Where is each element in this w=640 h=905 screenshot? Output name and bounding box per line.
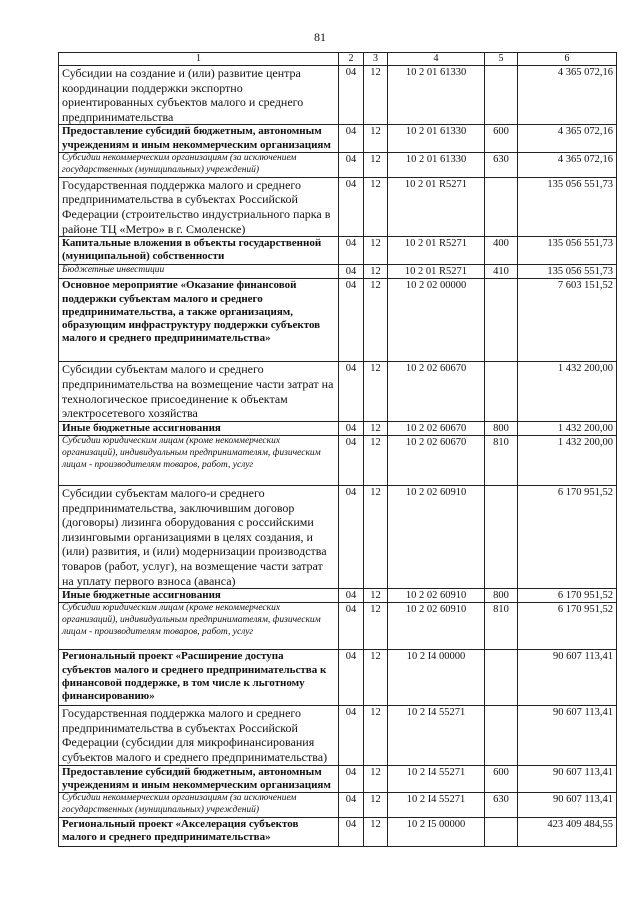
row-name-cell: Субсидии юридическим лицам (кроме некоммерческих организаций), индивидуальным предпринимателям, физическим лицам - производителям товаров, работ, услуг — [59, 603, 339, 650]
subsection-code-cell: 12 — [364, 589, 388, 603]
expense-type-cell: 810 — [485, 435, 518, 485]
section-code-cell: 04 — [339, 362, 364, 421]
table-row — [59, 603, 617, 650]
section-code-cell: 04 — [339, 818, 364, 847]
header-col-5: 5 — [485, 53, 518, 66]
table-header-row — [59, 53, 617, 66]
subsection-code-cell: 12 — [364, 152, 388, 177]
table-row — [59, 485, 617, 588]
expense-type-cell: 400 — [485, 237, 518, 265]
target-article-cell: 10 2 02 60910 — [388, 589, 485, 603]
row-name-cell: Региональный проект «Акселерация субъектов малого и среднего предпринимательства» — [59, 818, 339, 847]
section-code-cell: 04 — [339, 279, 364, 362]
table-row — [59, 706, 617, 765]
section-code-cell: 04 — [339, 793, 364, 818]
expense-type-cell: 630 — [485, 793, 518, 818]
table-row — [59, 265, 617, 279]
target-article-cell: 10 2 I4 55271 — [388, 765, 485, 792]
row-name-cell: Основное мероприятие «Оказание финансовой поддержки субъектам малого и среднего предпринимательства, а также организациям, образующим инфраструктуру поддержки субъектов малого и среднего предпринимательства» — [59, 279, 339, 362]
header-col-6: 6 — [518, 53, 617, 66]
row-name-cell: Субсидии юридическим лицам (кроме некоммерческих организаций), индивидуальным предпринимателям, физическим лицам - производителям товаров, работ, услуг — [59, 435, 339, 485]
table-row — [59, 152, 617, 177]
target-article-cell: 10 2 02 60910 — [388, 603, 485, 650]
section-code-cell: 04 — [339, 237, 364, 265]
subsection-code-cell: 12 — [364, 818, 388, 847]
amount-cell: 135 056 551,73 — [518, 177, 617, 236]
table-row — [59, 435, 617, 485]
amount-cell: 90 607 113,41 — [518, 650, 617, 706]
subsection-code-cell: 12 — [364, 485, 388, 588]
expense-type-cell — [485, 362, 518, 421]
row-name-cell: Субсидии некоммерческим организациям (за исключением государственных (муниципальных) учреждений) — [59, 793, 339, 818]
amount-cell: 135 056 551,73 — [518, 237, 617, 265]
row-name-cell: Иные бюджетные ассигнования — [59, 421, 339, 435]
subsection-code-cell: 12 — [364, 279, 388, 362]
target-article-cell: 10 2 02 60670 — [388, 362, 485, 421]
header-col-1: 1 — [59, 53, 339, 66]
subsection-code-cell: 12 — [364, 765, 388, 792]
row-name-cell: Региональный проект «Расширение доступа субъектов малого и среднего предпринимательства к финансовой поддержке, в том числе к льготному финансированию» — [59, 650, 339, 706]
row-name-cell: Капитальные вложения в объекты государственной (муниципальной) собственности — [59, 237, 339, 265]
expense-type-cell: 800 — [485, 589, 518, 603]
page-number: 81 — [314, 30, 326, 44]
row-name-cell: Государственная поддержка малого и среднего предпринимательства в субъектах Российской Федерации (строительство индустриального парка в районе ТЦ «Метро» в г. Смоленске) — [59, 177, 339, 236]
amount-cell: 7 603 151,52 — [518, 279, 617, 362]
expense-type-cell: 600 — [485, 765, 518, 792]
target-article-cell: 10 2 01 R5271 — [388, 265, 485, 279]
target-article-cell: 10 2 02 00000 — [388, 279, 485, 362]
target-article-cell: 10 2 01 61330 — [388, 152, 485, 177]
subsection-code-cell: 12 — [364, 237, 388, 265]
expense-type-cell: 630 — [485, 152, 518, 177]
subsection-code-cell: 12 — [364, 265, 388, 279]
table-row — [59, 793, 617, 818]
table-row — [59, 765, 617, 792]
header-col-3: 3 — [364, 53, 388, 66]
section-code-cell: 04 — [339, 421, 364, 435]
amount-cell: 90 607 113,41 — [518, 765, 617, 792]
expense-type-cell — [485, 706, 518, 765]
section-code-cell: 04 — [339, 435, 364, 485]
target-article-cell: 10 2 01 R5271 — [388, 237, 485, 265]
row-name-cell: Иные бюджетные ассигнования — [59, 589, 339, 603]
amount-cell: 1 432 200,00 — [518, 435, 617, 485]
subsection-code-cell: 12 — [364, 177, 388, 236]
table-row — [59, 589, 617, 603]
target-article-cell: 10 2 I5 00000 — [388, 818, 485, 847]
row-name-cell: Государственная поддержка малого и среднего предпринимательства в субъектах Российской Федерации (субсидии для микрофинансирования субъектов малого и среднего предпринимательства) — [59, 706, 339, 765]
row-name-cell: Субсидии некоммерческим организациям (за исключением государственных (муниципальных) учреждений) — [59, 152, 339, 177]
table-row — [59, 650, 617, 706]
amount-cell: 90 607 113,41 — [518, 793, 617, 818]
budget-table — [58, 52, 617, 847]
expense-type-cell: 800 — [485, 421, 518, 435]
subsection-code-cell: 12 — [364, 650, 388, 706]
target-article-cell: 10 2 02 60670 — [388, 435, 485, 485]
amount-cell: 6 170 951,52 — [518, 485, 617, 588]
subsection-code-cell: 12 — [364, 706, 388, 765]
amount-cell: 6 170 951,52 — [518, 603, 617, 650]
table-row — [59, 421, 617, 435]
expense-type-cell — [485, 650, 518, 706]
row-name-cell: Субсидии на создание и (или) развитие центра координации поддержки экспортно ориентированных субъектов малого и среднего предпринимательства — [59, 66, 339, 125]
table-row — [59, 237, 617, 265]
subsection-code-cell: 12 — [364, 362, 388, 421]
table-row — [59, 66, 617, 125]
table-row — [59, 177, 617, 236]
target-article-cell: 10 2 02 60670 — [388, 421, 485, 435]
header-col-2: 2 — [339, 53, 364, 66]
target-article-cell: 10 2 02 60910 — [388, 485, 485, 588]
table-row — [59, 125, 617, 152]
table-row — [59, 279, 617, 362]
expense-type-cell: 600 — [485, 125, 518, 152]
target-article-cell: 10 2 01 61330 — [388, 66, 485, 125]
target-article-cell: 10 2 I4 55271 — [388, 793, 485, 818]
subsection-code-cell: 12 — [364, 435, 388, 485]
section-code-cell: 04 — [339, 66, 364, 125]
subsection-code-cell: 12 — [364, 66, 388, 125]
row-name-cell: Предоставление субсидий бюджетным, автономным учреждениям и иным некоммерческим организациям — [59, 765, 339, 792]
subsection-code-cell: 12 — [364, 421, 388, 435]
expense-type-cell — [485, 66, 518, 125]
target-article-cell: 10 2 I4 55271 — [388, 706, 485, 765]
header-col-4: 4 — [388, 53, 485, 66]
amount-cell: 6 170 951,52 — [518, 589, 617, 603]
amount-cell: 1 432 200,00 — [518, 362, 617, 421]
expense-type-cell: 410 — [485, 265, 518, 279]
section-code-cell: 04 — [339, 765, 364, 792]
amount-cell: 1 432 200,00 — [518, 421, 617, 435]
amount-cell: 4 365 072,16 — [518, 66, 617, 125]
amount-cell: 90 607 113,41 — [518, 706, 617, 765]
section-code-cell: 04 — [339, 603, 364, 650]
expense-type-cell — [485, 177, 518, 236]
subsection-code-cell: 12 — [364, 793, 388, 818]
subsection-code-cell: 12 — [364, 603, 388, 650]
amount-cell: 4 365 072,16 — [518, 152, 617, 177]
section-code-cell: 04 — [339, 650, 364, 706]
section-code-cell: 04 — [339, 125, 364, 152]
section-code-cell: 04 — [339, 706, 364, 765]
section-code-cell: 04 — [339, 177, 364, 236]
expense-type-cell: 810 — [485, 603, 518, 650]
amount-cell: 4 365 072,16 — [518, 125, 617, 152]
row-name-cell: Бюджетные инвестиции — [59, 265, 339, 279]
amount-cell: 423 409 484,55 — [518, 818, 617, 847]
section-code-cell: 04 — [339, 152, 364, 177]
row-name-cell: Субсидии субъектам малого и среднего предпринимательства на возмещение части затрат на технологическое присоединение к объектам электросетевого хозяйства — [59, 362, 339, 421]
row-name-cell: Субсидии субъектам малого-и среднего предпринимательства, заключившим договор (договоры) лизинга оборудования с российскими лизинговыми организациями в целях создания, и (или) развития, и (или) модернизации производства товаров (работ, услуг), на возмещение части затрат на уплату первого взноса (аванса) — [59, 485, 339, 588]
expense-type-cell — [485, 279, 518, 362]
expense-type-cell — [485, 818, 518, 847]
subsection-code-cell: 12 — [364, 125, 388, 152]
section-code-cell: 04 — [339, 589, 364, 603]
table-row — [59, 818, 617, 847]
amount-cell: 135 056 551,73 — [518, 265, 617, 279]
table-row — [59, 362, 617, 421]
section-code-cell: 04 — [339, 485, 364, 588]
expense-type-cell — [485, 485, 518, 588]
row-name-cell: Предоставление субсидий бюджетным, автономным учреждениям и иным некоммерческим организациям — [59, 125, 339, 152]
section-code-cell: 04 — [339, 265, 364, 279]
target-article-cell: 10 2 I4 00000 — [388, 650, 485, 706]
target-article-cell: 10 2 01 R5271 — [388, 177, 485, 236]
target-article-cell: 10 2 01 61330 — [388, 125, 485, 152]
